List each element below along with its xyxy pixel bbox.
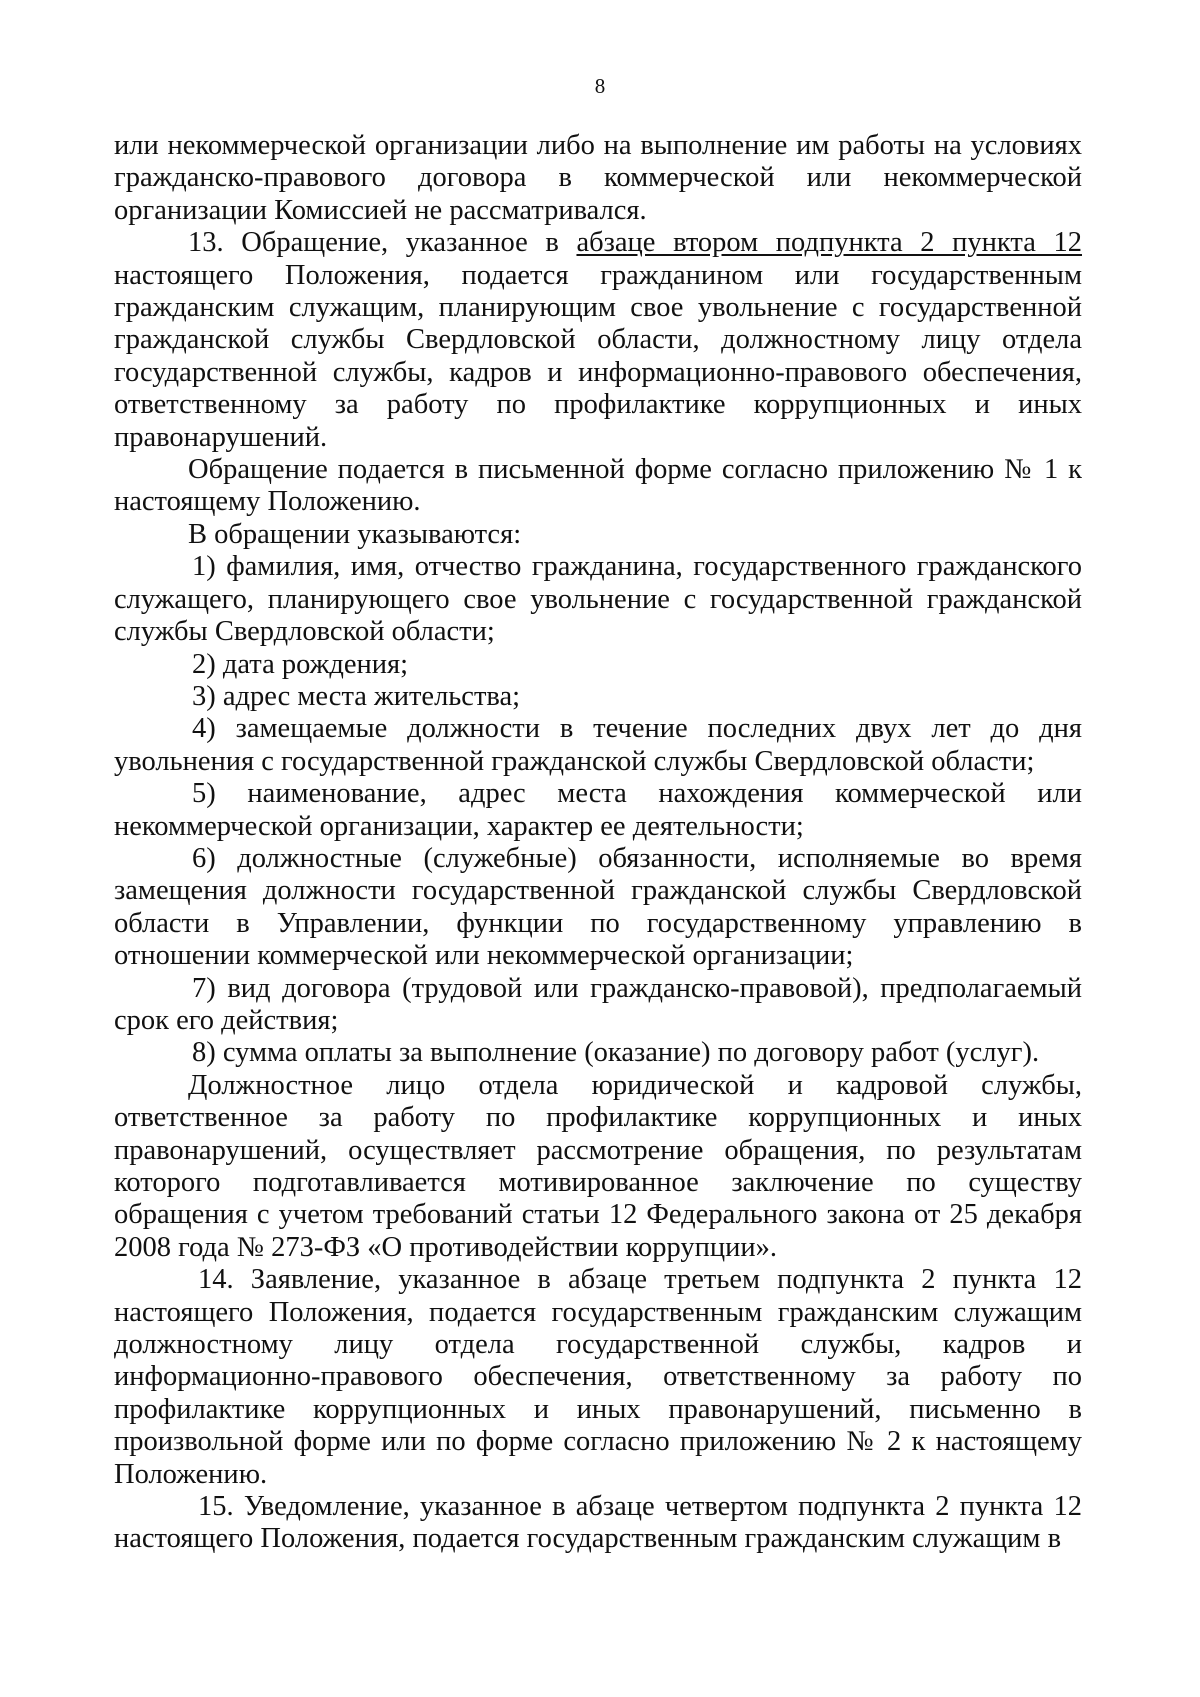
list-item-6: 6) должностные (служебные) обязанности, исполняемые во время замещения должности государственной гражданской службы Свердловской области в Управлении, функции по государственному управлению в отношении коммерческой или некоммерческой организации;: [114, 842, 1082, 972]
list-item-4: 4) замещаемые должности в течение последних двух лет до дня увольнения с государственной гражданской службы Свердловской области;: [114, 713, 1082, 777]
page-number: 8: [594, 74, 606, 98]
paragraph-continuation: или некоммерческой организации либо на выполнение им работы на условиях гражданско-правового договора в коммерческой или некоммерческой организации Комиссией не рассматривался.: [114, 130, 1082, 226]
paragraph-14: 14. Заявление, указанное в абзаце третьем подпункта 2 пункта 12 настоящего Положения, подается государственным гражданским служащим должностному лицу отдела государственной службы, кадров и информационно-правового обеспечения, ответственному за работу по профилактике коррупционных и иных правонарушений, письменно в произвольной форме или по форме согласно приложению № 2 к настоящему Положению.: [114, 1264, 1082, 1490]
paragraph-15: 15. Уведомление, указанное в абзаце четвертом подпункта 2 пункта 12 настоящего Положения, подается государственным гражданским служащим в: [114, 1491, 1082, 1555]
list-item-3: 3) адрес места жительства;: [192, 680, 521, 712]
document-body: [114, 130, 1082, 1556]
list-item-5: 5) наименование, адрес места нахождения коммерческой или некоммерческой организации, характер ее деятельности;: [114, 778, 1082, 842]
list-item-1: 1) фамилия, имя, отчество гражданина, государственного гражданского служащего, планирующего свое увольнение с государственной гражданской службы Свердловской области;: [114, 551, 1082, 648]
list-item-2: 2) дата рождения;: [192, 648, 409, 680]
paragraph-review: Должностное лицо отдела юридической и кадровой службы, ответственное за работу по профилактике коррупционных и иных правонарушений, осуществляет рассмотрение обращения, по результатам которого подготавливается мотивированное заключение по существу обращения с учетом требований статьи 12 Федерального закона от 25 декабря 2008 года № 273-ФЗ «О противодействии коррупции».: [114, 1069, 1082, 1263]
list-item-7: 7) вид договора (трудовой или гражданско-правовой), предполагаемый срок его действия;: [114, 972, 1082, 1036]
list-item-8: 8) сумма оплаты за выполнение (оказание) по договору работ (услуг).: [192, 1037, 1040, 1069]
paragraph-13-start: 13. Обращение, указанное в: [188, 227, 577, 259]
paragraph-13-end: настоящего Положения, подается гражданином или государственным гражданским служащим, планирующим свое увольнение с государственной гражданской службы Свердловской области, должностному лицу отдела государственной службы, кадров и информационно-правового обеспечения, ответственному за работу по профилактике коррупционных и иных правонарушений.: [114, 259, 1082, 453]
paragraph-list-intro: В обращении указываются:: [188, 518, 522, 550]
reference-link[interactable]: абзаце втором подпункта 2 пункта 12: [576, 227, 1082, 259]
paragraph-form-note: Обращение подается в письменной форме согласно приложению № 1 к настоящему Положению.: [114, 454, 1082, 518]
paragraph-13: [114, 227, 1082, 454]
